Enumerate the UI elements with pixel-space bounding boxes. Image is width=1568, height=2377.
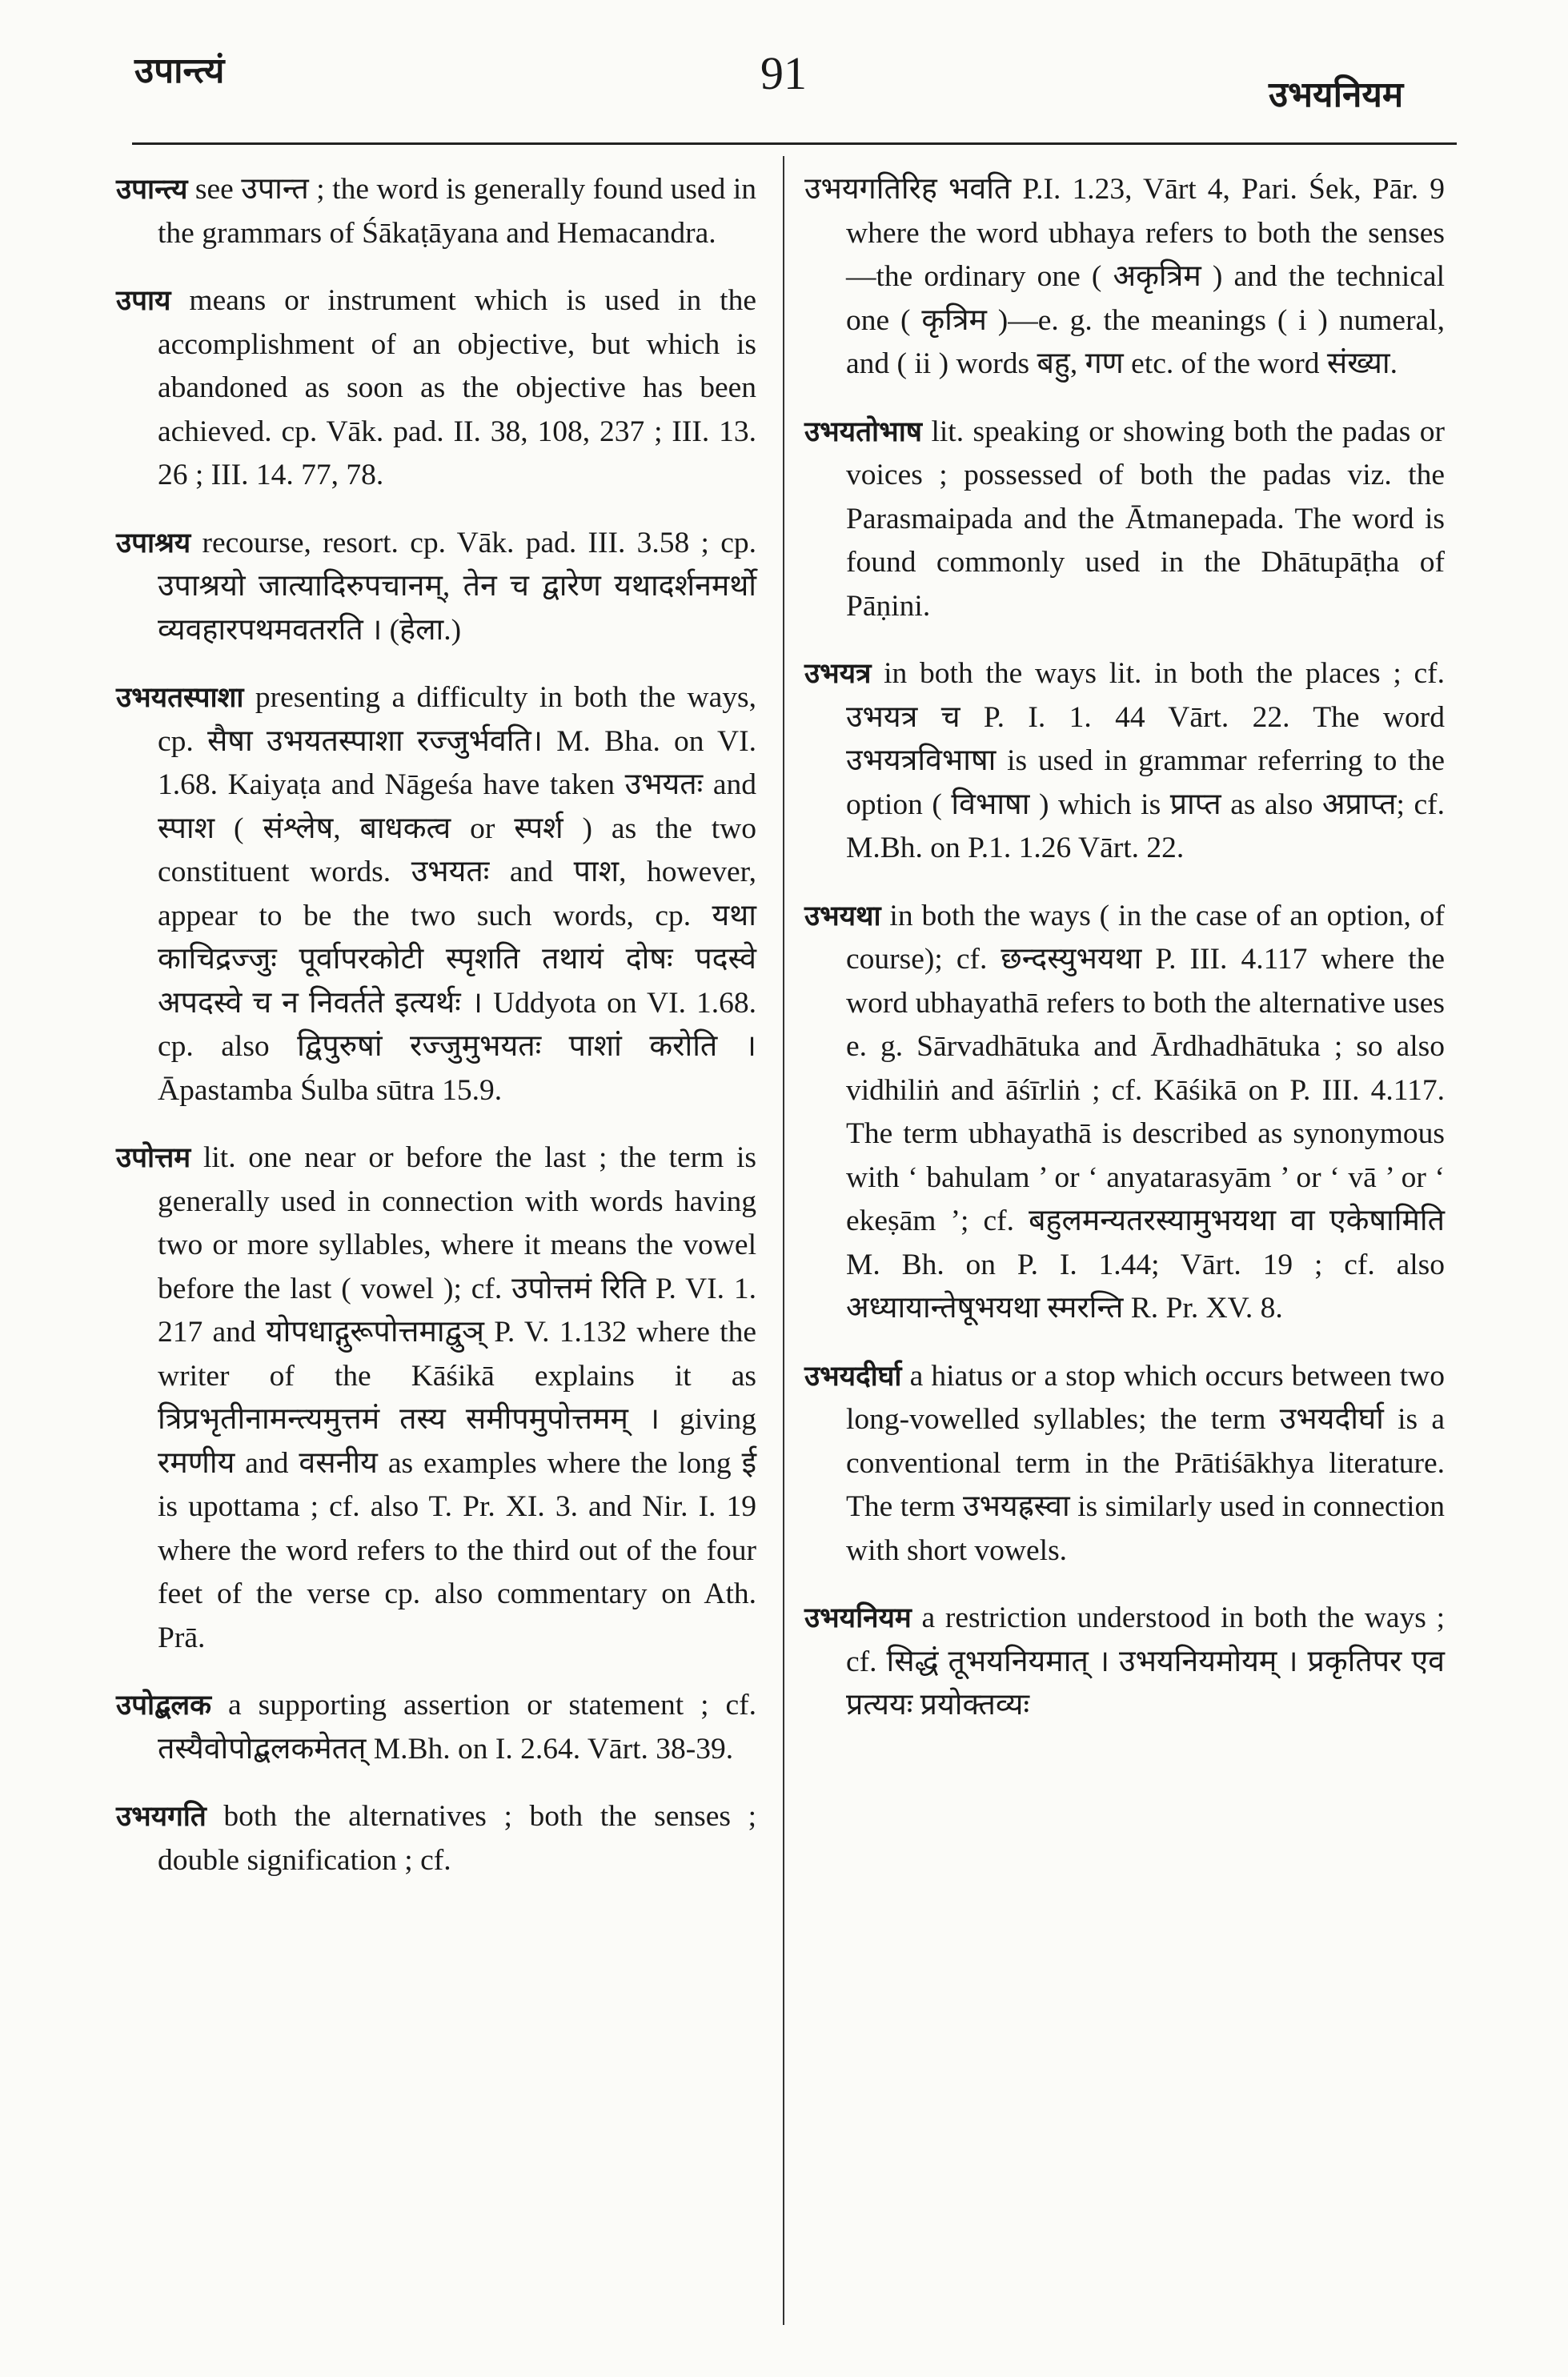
entry-text: उभयगतिरिह भवति P.I. 1.23, Vārt 4, Pari. Śek, Pār. 9 where the word ubhaya refers to both the senses—the ordinary one ( अकृत्रिम ) and the technical one ( कृत्रिम )—e. g. the meanings ( i ) numeral, and ( ii ) words बहु, गण etc. of the word संख्या. (804, 173, 1445, 380)
page-number: 91 (760, 47, 807, 99)
entry-text: in both the ways ( in the case of an option, of course); cf. छन्दस्युभयथा P. III. 4.117 where the word ubhayathā refers to both the alternative uses e. g. Sārvadhātuka and Ārdhadhātuka ; so also vidhiliṅ and āśīrliṅ ; cf. Kāśikā on P. III. 4.117. The term ubhayathā is described as synonymous with ‘ bahulam ’ or ‘ anyatarasyām ’ or ‘ vā ’ or ‘ ekeṣām ’; cf. बहुलमन्यतरस्यामुभयथा वा एकेषामिति M. Bh. on P. I. 1.44; Vārt. 19 ; cf. also अध्यायान्तेषूभयथा स्मरन्ति R. Pr. XV. 8. (846, 899, 1445, 1325)
dictionary-entry (804, 411, 1445, 629)
dictionary-entry (116, 279, 756, 498)
left-column (116, 168, 756, 1906)
entry-headword: उभयथा (804, 899, 881, 932)
entry-headword: उभयतस्पाशा (116, 681, 244, 714)
entry-headword: उभयतोभाष (804, 415, 923, 448)
entry-headword: उभयगति (116, 1800, 207, 1833)
dictionary-entry (804, 652, 1445, 871)
dictionary-entry (116, 1795, 756, 1882)
dictionary-entry (804, 895, 1445, 1331)
header-right-guideword: उभयनियम (1269, 74, 1404, 115)
dictionary-entry (116, 522, 756, 653)
dictionary-entry (116, 1136, 756, 1660)
entry-text: a restriction understood in both the ways ; cf. सिद्धं तूभयनियमात् । उभयनियमोयम् । प्रकृतिपर एव प्रत्ययः प्रयोक्तव्यः (846, 1601, 1445, 1722)
entry-text: recourse, resort. cp. Vāk. pad. III. 3.58 ; cp. उपाश्रयो जात्यादिरुपचानम्, तेन च द्वारेण यथादर्शनमर्थो व्यवहारपथमवतरति । (हेला.) (158, 526, 756, 647)
entry-text: a supporting assertion or statement ; cf. तस्यैवोपोद्बलकमेतत् M.Bh. on I. 2.64. Vārt. 38-39. (158, 1689, 756, 1766)
header-rule (132, 142, 1457, 145)
entry-headword: उभयदीर्घा (804, 1359, 902, 1393)
entry-text: in both the ways lit. in both the places ; cf. उभयत्र च P. I. 1. 44 Vārt. 22. The word उभयत्रविभाषा is used in grammar referring to the option ( विभाषा ) which is प्राप्त as also अप्राप्त; cf. M.Bh. on P.1. 1.26 Vārt. 22. (846, 657, 1445, 864)
entry-text: lit. one near or before the last ; the term is generally used in connection with words having two or more syllables, where it means the vowel before the last ( vowel ); cf. उपोत्तमं रिति P. VI. 1. 217 and योपधाद्गुरूपोत्तमाद्वुञ् P. V. 1.132 where the writer of the Kāśikā explains it as त्रिप्रभृतीनामन्त्यमुत्तमं तस्य समीपमुपोत्तमम् । giving रमणीय and वसनीय as examples where the long ई is upottama ; cf. also T. Pr. XI. 3. and Nir. I. 19 where the word refers to the third out of the four feet of the verse cp. also commentary on Ath. Prā. (158, 1141, 756, 1654)
entry-headword: उपाश्रय (116, 526, 191, 559)
entry-headword: उपोद्बलक (116, 1689, 212, 1722)
column-divider (783, 156, 784, 2325)
dictionary-entry (116, 676, 756, 1112)
page-header (0, 22, 1568, 118)
entry-headword: उपाय (116, 284, 171, 317)
entry-headword: उभयत्र (804, 657, 872, 690)
dictionary-entry (116, 168, 756, 255)
entry-text: means or instrument which is used in the accomplishment of an objective, but which is abandoned as soon as the objective has been achieved. cp. Vāk. pad. II. 38, 108, 237 ; III. 13. 26 ; III. 14. 77, 78. (158, 284, 756, 491)
entry-text: presenting a difficulty in both the ways, cp. सैषा उभयतस्पाशा रज्जुर्भवति। M. Bha. on VI. 1.68. Kaiyaṭa and Nāgeśa have taken उभयतः and स्पाश ( संश्लेष, बाधकत्व or स्पर्श ) as the two constituent words. उभयतः and पाश, however, appear to be the two such words, cp. यथा काचिद्रज्जुः पूर्वापरकोटी स्पृशति तथायं दोषः पदस्वे अपदस्वे च न निवर्तते इत्यर्थः । Uddyota on VI. 1.68. cp. also द्विपुरुषां रज्जुमुभयतः पाशां करोति । Āpastamba Śulba sūtra 15.9. (158, 681, 756, 1107)
entry-headword: उपान्त्य (116, 173, 188, 206)
entry-text: both the alternatives ; both the senses ; double signification ; cf. (158, 1800, 756, 1877)
entry-headword: उभयनियम (804, 1601, 912, 1634)
entry-text: a hiatus or a stop which occurs between two long-vowelled syllables; the term उभयदीर्घा is a conventional term in the Prātiśākhya literature. The term उभयह्रस्वा is similarly used in connection with short vowels. (846, 1359, 1445, 1567)
entry-headword: उपोत्तम (116, 1141, 191, 1174)
entry-text: lit. speaking or showing both the padas or voices ; possessed of both the padas viz. the Parasmaipada and the Ātmanepada. The word is found commonly used in the Dhātupāṭha of Pāṇini. (846, 415, 1445, 623)
right-column (804, 168, 1445, 1752)
header-left-guideword: उपान्त्यं (134, 50, 225, 91)
dictionary-entry (116, 1684, 756, 1771)
dictionary-entry-continued (804, 168, 1445, 387)
dictionary-entry (804, 1597, 1445, 1728)
dictionary-entry (804, 1355, 1445, 1573)
entry-text: see उपान्त ; the word is generally found used in the grammars of Śākaṭāyana and Hemacandra. (158, 173, 756, 250)
